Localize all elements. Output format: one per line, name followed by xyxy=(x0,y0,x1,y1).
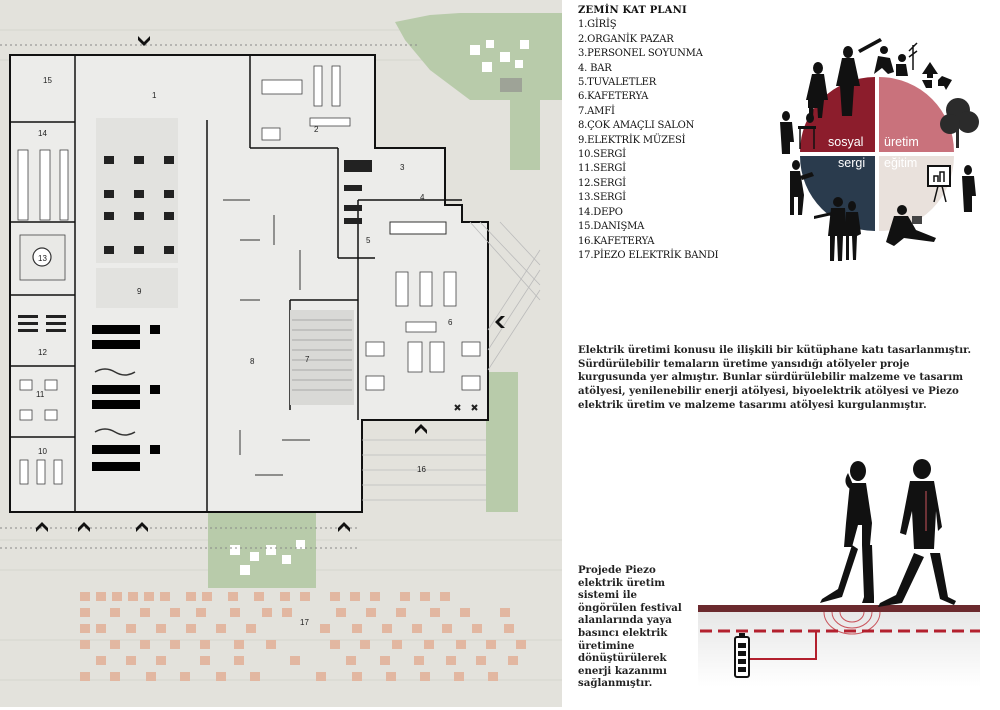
legend-item: 4. BAR xyxy=(578,62,612,74)
room-number: 3 xyxy=(400,163,405,172)
legend-item: 14.DEPO xyxy=(578,206,623,218)
concept-circle xyxy=(778,30,994,270)
legend-item: 16.KAFETERYA xyxy=(578,235,655,247)
room-number: 15 xyxy=(43,76,52,85)
room-number: 13 xyxy=(38,254,47,263)
room-number: 1 xyxy=(152,91,157,100)
room-number: 5 xyxy=(366,236,371,245)
label-education: eğitim xyxy=(884,156,918,170)
walking-woman-icon xyxy=(820,461,874,603)
room-number: 9 xyxy=(137,287,142,296)
piezo-diagram xyxy=(690,455,990,705)
recycle-icon xyxy=(922,62,952,90)
room-number: 10 xyxy=(38,447,47,456)
legend-item: 15.DANIŞMA xyxy=(578,221,645,233)
legend-item: 7.AMFİ xyxy=(578,105,615,117)
room-number: 14 xyxy=(38,129,47,138)
legend-item: 10.SERGİ xyxy=(578,149,626,161)
legend-item: 12.SERGİ xyxy=(578,177,626,189)
room-number: 17 xyxy=(300,618,309,627)
room-number: 4 xyxy=(420,193,425,202)
legend-item: 8.ÇOK AMAÇLI SALON xyxy=(578,120,695,132)
project-description: Elektrik üretimi konusu ile ilişkili bir kütüphane katı tasarlanmıştır. Sürdürülebilir temaların üretime yansıdığı atölyeler proje kurgusunda yer almıştır. Bunlar sürdürülebilir malzeme ve tasarım atölyesi, yenilenebilir enerji atölyesi, biyoelektrik atölyesi ve Piezo elektrik üretim ve malzeme tasarımı atölyesi kurgulanmıştır. xyxy=(578,344,972,411)
plan-legend xyxy=(578,4,778,263)
concept-diagram xyxy=(778,30,994,270)
walking-man-icon xyxy=(878,459,956,607)
legend-item: 3.PERSONEL SOYUNMA xyxy=(578,48,703,60)
label-social: sosyal xyxy=(828,135,864,149)
legend-item: 9.ELEKTRİK MÜZESİ xyxy=(578,134,686,146)
room-number: 8 xyxy=(250,357,255,366)
room-number: 6 xyxy=(448,318,453,327)
room-number: 16 xyxy=(417,465,426,474)
worker-silhouette-icon xyxy=(874,43,917,76)
legend-title: ZEMİN KAT PLANI xyxy=(578,5,687,16)
room-number: 11 xyxy=(36,390,45,399)
room-number: 12 xyxy=(38,348,47,357)
legend-item: 2.ORGANİK PAZAR xyxy=(578,33,674,45)
legend-item: 6.KAFETERYA xyxy=(578,91,649,103)
room-number: 2 xyxy=(314,125,319,134)
legend-item: 5.TUVALETLER xyxy=(578,77,657,89)
legend-item: 1.GİRİŞ xyxy=(578,19,617,31)
label-exhibition: sergi xyxy=(838,156,866,170)
legend-item: 13.SERGİ xyxy=(578,192,626,204)
piezo-description: Projede Piezo elektrik üretim sistemi ile öngörülen festival alanlarında yaya basıncı elektrik üretimine dönüştürülerek enerji kazanımı sağlanmıştır. xyxy=(578,564,682,690)
battery-icon xyxy=(735,633,749,677)
legend-item: 11.SERGİ xyxy=(578,163,626,175)
room-number: 7 xyxy=(305,355,310,364)
label-production: üretim xyxy=(884,135,919,149)
legend-item: 17.PİEZO ELEKTRİK BANDI xyxy=(578,249,719,261)
piezo-section xyxy=(690,455,990,705)
